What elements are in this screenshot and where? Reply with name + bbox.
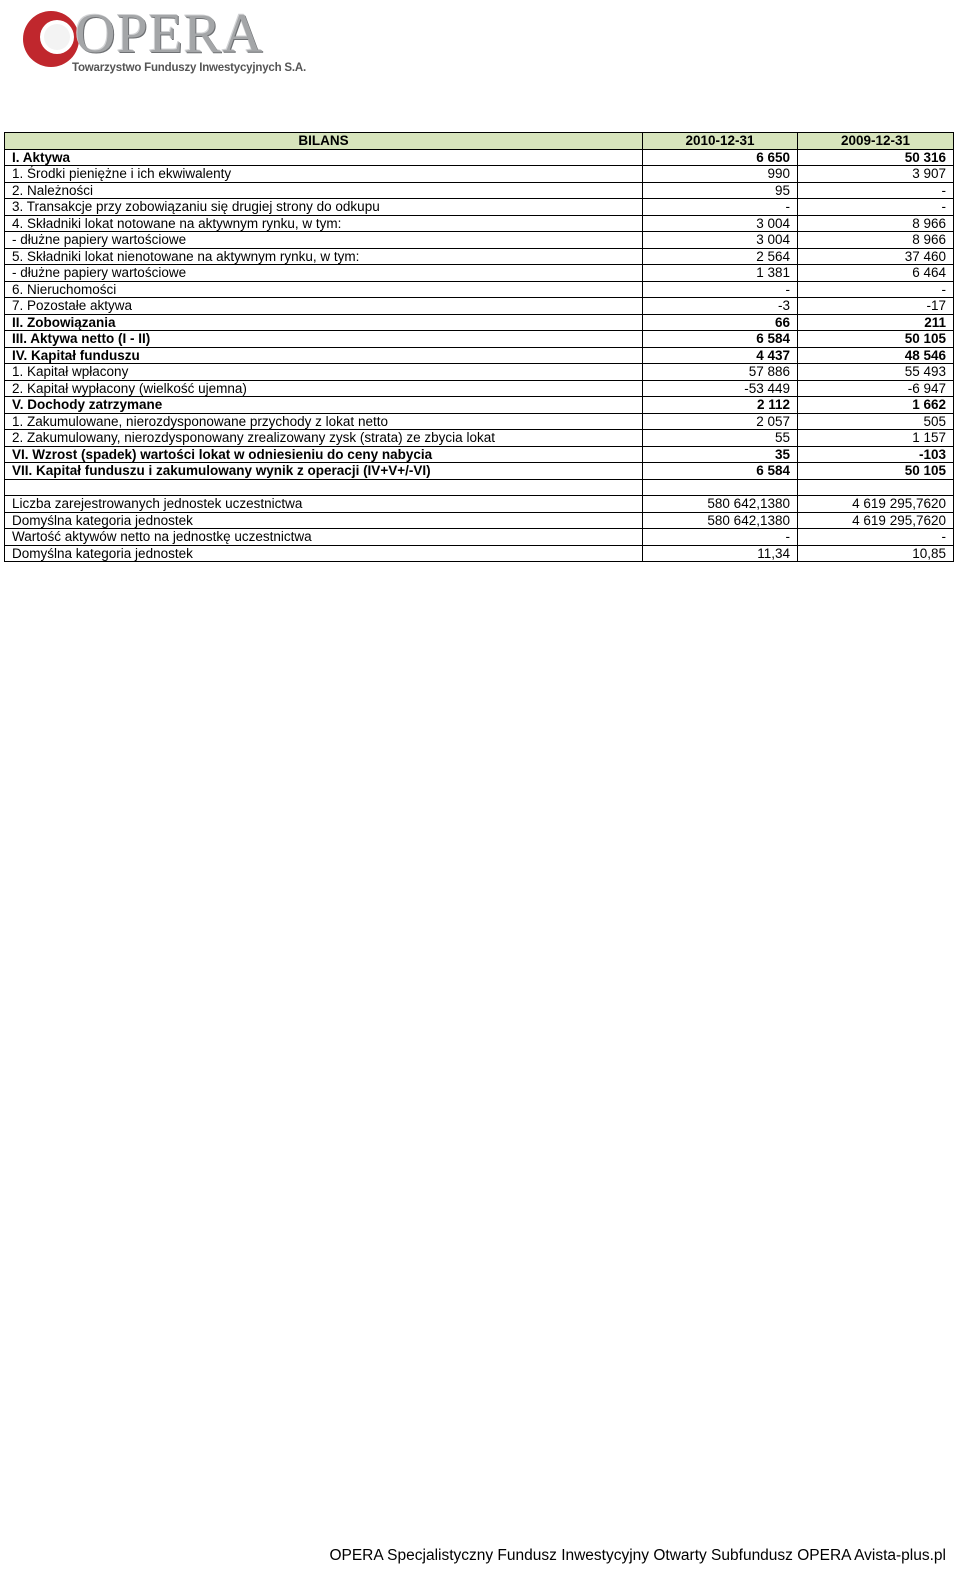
value-2009: 3 907 [798, 166, 954, 183]
value-2010: - [643, 529, 798, 546]
value-2009: - [798, 281, 954, 298]
row-label: 6. Nieruchomości [5, 281, 643, 298]
value-2010: 11,34 [643, 545, 798, 562]
row-label: 1. Kapitał wpłacony [5, 364, 643, 381]
row-label: - dłużne papiery wartościowe [5, 232, 643, 249]
value-2010: 1 381 [643, 265, 798, 282]
table-row [5, 413, 954, 430]
row-label: Wartość aktywów netto na jednostkę uczestnictwa [5, 529, 643, 546]
row-label: 4. Składniki lokat notowane na aktywnym rynku, w tym: [5, 215, 643, 232]
value-2010: 2 564 [643, 248, 798, 265]
table-row [5, 182, 954, 199]
value-2010 [643, 479, 798, 496]
header-col-2009: 2009-12-31 [798, 133, 954, 150]
value-2010: 2 057 [643, 413, 798, 430]
table-row [5, 232, 954, 249]
value-2009: 50 316 [798, 149, 954, 166]
value-2009: -103 [798, 446, 954, 463]
row-label: VI. Wzrost (spadek) wartości lokat w odniesieniu do ceny nabycia [5, 446, 643, 463]
value-2010: 2 112 [643, 397, 798, 414]
value-2010: 6 650 [643, 149, 798, 166]
row-label: Liczba zarejestrowanych jednostek uczestnictwa [5, 496, 643, 513]
row-label: II. Zobowiązania [5, 314, 643, 331]
header-col-2010: 2010-12-31 [643, 133, 798, 150]
value-2009: 6 464 [798, 265, 954, 282]
table-row [5, 298, 954, 315]
table-row [5, 529, 954, 546]
table-row [5, 479, 954, 496]
table-row [5, 166, 954, 183]
value-2010: 580 642,1380 [643, 496, 798, 513]
value-2009: 4 619 295,7620 [798, 512, 954, 529]
table-row [5, 364, 954, 381]
row-label: 2. Zakumulowany, nierozdysponowany zrealizowany zysk (strata) ze zbycia lokat [5, 430, 643, 447]
value-2009: -6 947 [798, 380, 954, 397]
value-2010: 55 [643, 430, 798, 447]
value-2009 [798, 479, 954, 496]
value-2010: 6 584 [643, 463, 798, 480]
row-label: 1. Środki pieniężne i ich ekwiwalenty [5, 166, 643, 183]
value-2010: 57 886 [643, 364, 798, 381]
value-2010: -3 [643, 298, 798, 315]
row-label: I. Aktywa [5, 149, 643, 166]
page-footer: OPERA Specjalistyczny Fundusz Inwestycyjny Otwarty Subfundusz OPERA Avista-plus.pl [329, 1547, 946, 1564]
row-label: 7. Pozostałe aktywa [5, 298, 643, 315]
value-2009: 48 546 [798, 347, 954, 364]
table-row [5, 463, 954, 480]
value-2010: 66 [643, 314, 798, 331]
row-label: 2. Kapitał wypłacony (wielkość ujemna) [5, 380, 643, 397]
value-2010: 3 004 [643, 232, 798, 249]
row-label: IV. Kapitał funduszu [5, 347, 643, 364]
value-2009: - [798, 199, 954, 216]
value-2010: 35 [643, 446, 798, 463]
value-2009: 1 157 [798, 430, 954, 447]
value-2010: 580 642,1380 [643, 512, 798, 529]
value-2010: -53 449 [643, 380, 798, 397]
value-2009: - [798, 182, 954, 199]
table-row [5, 265, 954, 282]
table-row [5, 347, 954, 364]
table-row [5, 281, 954, 298]
logo-wordmark: OPERA [75, 3, 264, 65]
table-row [5, 199, 954, 216]
value-2009: 8 966 [798, 232, 954, 249]
value-2009: 55 493 [798, 364, 954, 381]
table-row [5, 496, 954, 513]
logo-tagline: Towarzystwo Funduszy Inwestycyjnych S.A. [72, 62, 306, 74]
row-label: 3. Transakcje przy zobowiązaniu się drugiej strony do odkupu [5, 199, 643, 216]
row-label: V. Dochody zatrzymane [5, 397, 643, 414]
table-row [5, 380, 954, 397]
value-2009: 211 [798, 314, 954, 331]
table-row [5, 512, 954, 529]
company-logo [20, 3, 312, 78]
table-row [5, 545, 954, 562]
row-label: Domyślna kategoria jednostek [5, 512, 643, 529]
value-2009: 8 966 [798, 215, 954, 232]
table-row [5, 331, 954, 348]
value-2009: 10,85 [798, 545, 954, 562]
table-row [5, 215, 954, 232]
value-2009: -17 [798, 298, 954, 315]
value-2010: 3 004 [643, 215, 798, 232]
value-2009: 505 [798, 413, 954, 430]
row-label: 2. Należności [5, 182, 643, 199]
value-2009: - [798, 529, 954, 546]
value-2010: 95 [643, 182, 798, 199]
row-label: - dłużne papiery wartościowe [5, 265, 643, 282]
header-title: BILANS [5, 133, 643, 150]
value-2009: 1 662 [798, 397, 954, 414]
row-label: VII. Kapitał funduszu i zakumulowany wynik z operacji (IV+V+/-VI) [5, 463, 643, 480]
table-row [5, 430, 954, 447]
value-2009: 50 105 [798, 463, 954, 480]
value-2009: 4 619 295,7620 [798, 496, 954, 513]
value-2010: - [643, 281, 798, 298]
table-row [5, 314, 954, 331]
value-2010: 6 584 [643, 331, 798, 348]
table-row [5, 397, 954, 414]
table-row [5, 149, 954, 166]
value-2009: 37 460 [798, 248, 954, 265]
table-header-row [5, 133, 954, 150]
row-label: 5. Składniki lokat nienotowane na aktywnym rynku, w tym: [5, 248, 643, 265]
value-2010: 990 [643, 166, 798, 183]
balance-sheet-table [4, 132, 954, 562]
opera-ring-icon [20, 8, 82, 70]
row-label: III. Aktywa netto (I - II) [5, 331, 643, 348]
row-label: Domyślna kategoria jednostek [5, 545, 643, 562]
value-2010: 4 437 [643, 347, 798, 364]
row-label [5, 479, 643, 496]
value-2010: - [643, 199, 798, 216]
table-row [5, 248, 954, 265]
table-row [5, 446, 954, 463]
value-2009: 50 105 [798, 331, 954, 348]
row-label: 1. Zakumulowane, nierozdysponowane przychody z lokat netto [5, 413, 643, 430]
